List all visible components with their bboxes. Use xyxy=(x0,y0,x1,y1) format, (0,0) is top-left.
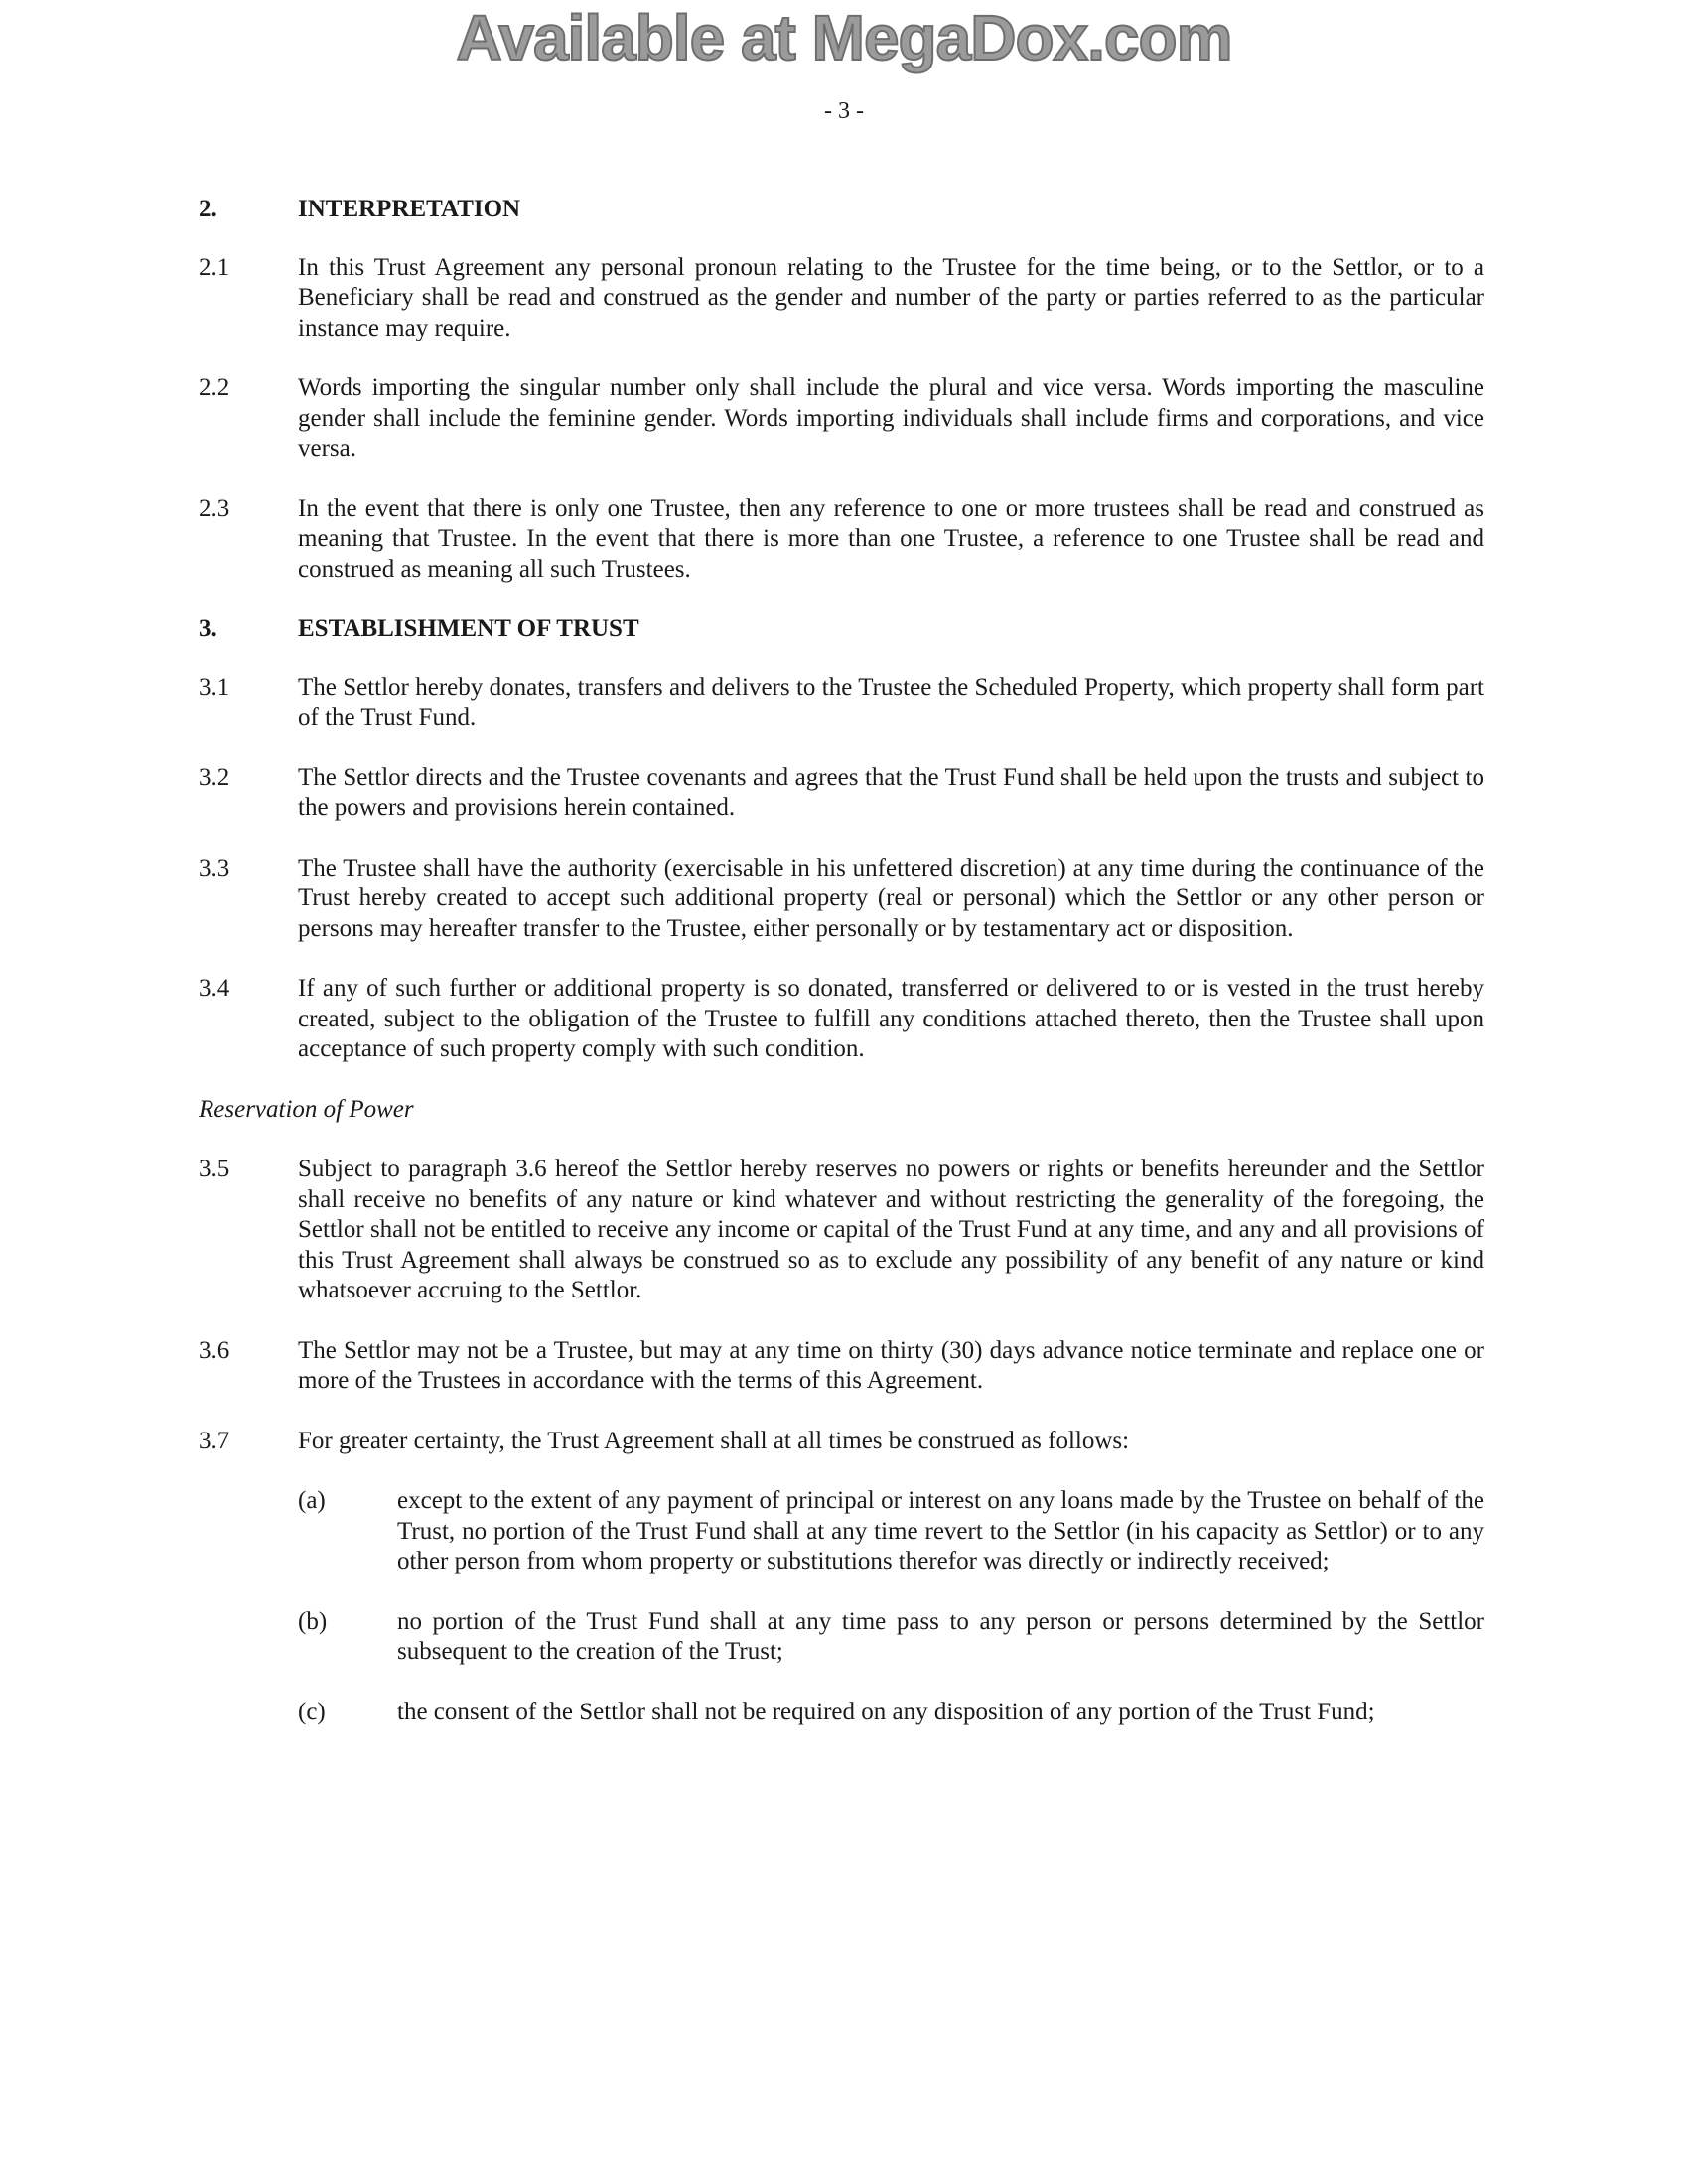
subparagraph-b xyxy=(298,1607,1484,1668)
watermark: Available at MegaDox.com xyxy=(456,2,1232,73)
section-title: INTERPRETATION xyxy=(298,196,521,222)
subparagraph-a xyxy=(298,1486,1484,1577)
paragraph-3-5 xyxy=(199,1155,1484,1306)
paragraph-number: 3.5 xyxy=(199,1156,230,1182)
paragraph-text: In this Trust Agreement any personal pronoun relating to the Trustee for the time being, or to the Settlor, or to a Beneficiary shall be read and construed as the gender and number of the party or parties referred to as the particular instance may require. xyxy=(298,253,1484,341)
section-heading-interpretation xyxy=(199,195,1484,225)
paragraph-text: In the event that there is only one Trustee, then any reference to one or more trustees shall be read and construed as meaning that Trustee. In the event that there is more than one Trustee, a reference to one Trustee shall be read and construed as meaning all such Trustees. xyxy=(298,494,1484,583)
section-heading-establishment xyxy=(199,614,1484,645)
paragraph-text: Words importing the singular number only shall include the plural and vice versa. Words importing the masculine gender shall include the feminine gender. Words importing individuals shall include firms and corporations, and vice versa. xyxy=(298,374,1484,462)
subparagraph-c xyxy=(298,1698,1484,1728)
paragraph-text: The Settlor may not be a Trustee, but may at any time on thirty (30) days advance notice terminate and replace one or more of the Trustees in accordance with the terms of this Agreement. xyxy=(298,1336,1484,1394)
paragraph-3-6 xyxy=(199,1336,1484,1397)
paragraph-3-7 xyxy=(199,1427,1484,1457)
subparagraph-letter: (b) xyxy=(298,1607,328,1635)
subparagraph-letter: (c) xyxy=(298,1698,326,1725)
subparagraph-letter: (a) xyxy=(298,1487,326,1514)
paragraph-text: The Settlor hereby donates, transfers and delivers to the Trustee the Scheduled Property, which property shall form part of the Trust Fund. xyxy=(298,673,1484,731)
paragraph-number: 2.2 xyxy=(199,374,230,401)
subheading-reservation-of-power: Reservation of Power xyxy=(199,1095,414,1123)
section-number: 3. xyxy=(199,615,217,642)
paragraph-text: Subject to paragraph 3.6 hereof the Settlor hereby reserves no powers or rights or benefits hereunder and the Settlor shall receive no benefits of any nature or kind whatever and without restricting the generality of the foregoing, the Settlor shall not be entitled to receive any income or capital of the Trust Fund at any time, and any and all provisions of this Trust Agreement shall always be construed so as to exclude any possibility of any benefit of any nature or kind whatsoever accruing to the Settlor. xyxy=(298,1156,1484,1303)
paragraph-number: 2.3 xyxy=(199,494,230,522)
paragraph-text: The Settlor directs and the Trustee covenants and agrees that the Trust Fund shall be held upon the trusts and subject to the powers and provisions herein contained. xyxy=(298,763,1484,821)
subparagraph-text: the consent of the Settlor shall not be required on any disposition of any portion of the Trust Fund; xyxy=(397,1698,1375,1725)
subparagraph-text: except to the extent of any payment of principal or interest on any loans made by the Trustee on behalf of the Trust, no portion of the Trust Fund shall at any time revert to the Settlor (in his capacity as Settlor) or to any other person from whom property or substitutions therefor was directly or indirectly received; xyxy=(397,1487,1484,1574)
paragraph-number: 3.4 xyxy=(199,975,230,1002)
paragraph-text: For greater certainty, the Trust Agreement shall at all times be construed as follows: xyxy=(298,1427,1130,1454)
paragraph-text: The Trustee shall have the authority (exercisable in his unfettered discretion) at any time during the continuance of the Trust hereby created to accept such additional property (real or personal) which the Settlor or any other person or persons may hereafter transfer to the Trustee, either personally or by testamentary act or disposition. xyxy=(298,854,1484,942)
subparagraph-text: no portion of the Trust Fund shall at any time pass to any person or persons determined by the Settlor subsequent to the creation of the Trust; xyxy=(397,1607,1484,1665)
paragraph-number: 3.6 xyxy=(199,1336,230,1364)
paragraph-2-1 xyxy=(199,253,1484,344)
paragraph-number: 3.3 xyxy=(199,854,230,882)
paragraph-number: 2.1 xyxy=(199,253,230,281)
paragraph-3-2 xyxy=(199,763,1484,824)
paragraph-text: If any of such further or additional property is so donated, transferred or delivered to or is vested in the trust hereby created, subject to the obligation of the Trustee to fulfill any conditions attached thereto, then the Trustee shall upon acceptance of such property comply with such condition. xyxy=(298,975,1484,1062)
paragraph-2-3 xyxy=(199,494,1484,586)
paragraph-3-1 xyxy=(199,673,1484,734)
paragraph-3-3 xyxy=(199,854,1484,945)
paragraph-number: 3.2 xyxy=(199,763,230,791)
section-number: 2. xyxy=(199,196,217,222)
document-body xyxy=(199,195,1484,1757)
paragraph-number: 3.7 xyxy=(199,1427,230,1454)
section-title: ESTABLISHMENT OF TRUST xyxy=(298,615,639,642)
page-number: - 3 - xyxy=(824,98,864,124)
paragraph-number: 3.1 xyxy=(199,673,230,701)
paragraph-3-4 xyxy=(199,974,1484,1065)
paragraph-2-2 xyxy=(199,373,1484,465)
